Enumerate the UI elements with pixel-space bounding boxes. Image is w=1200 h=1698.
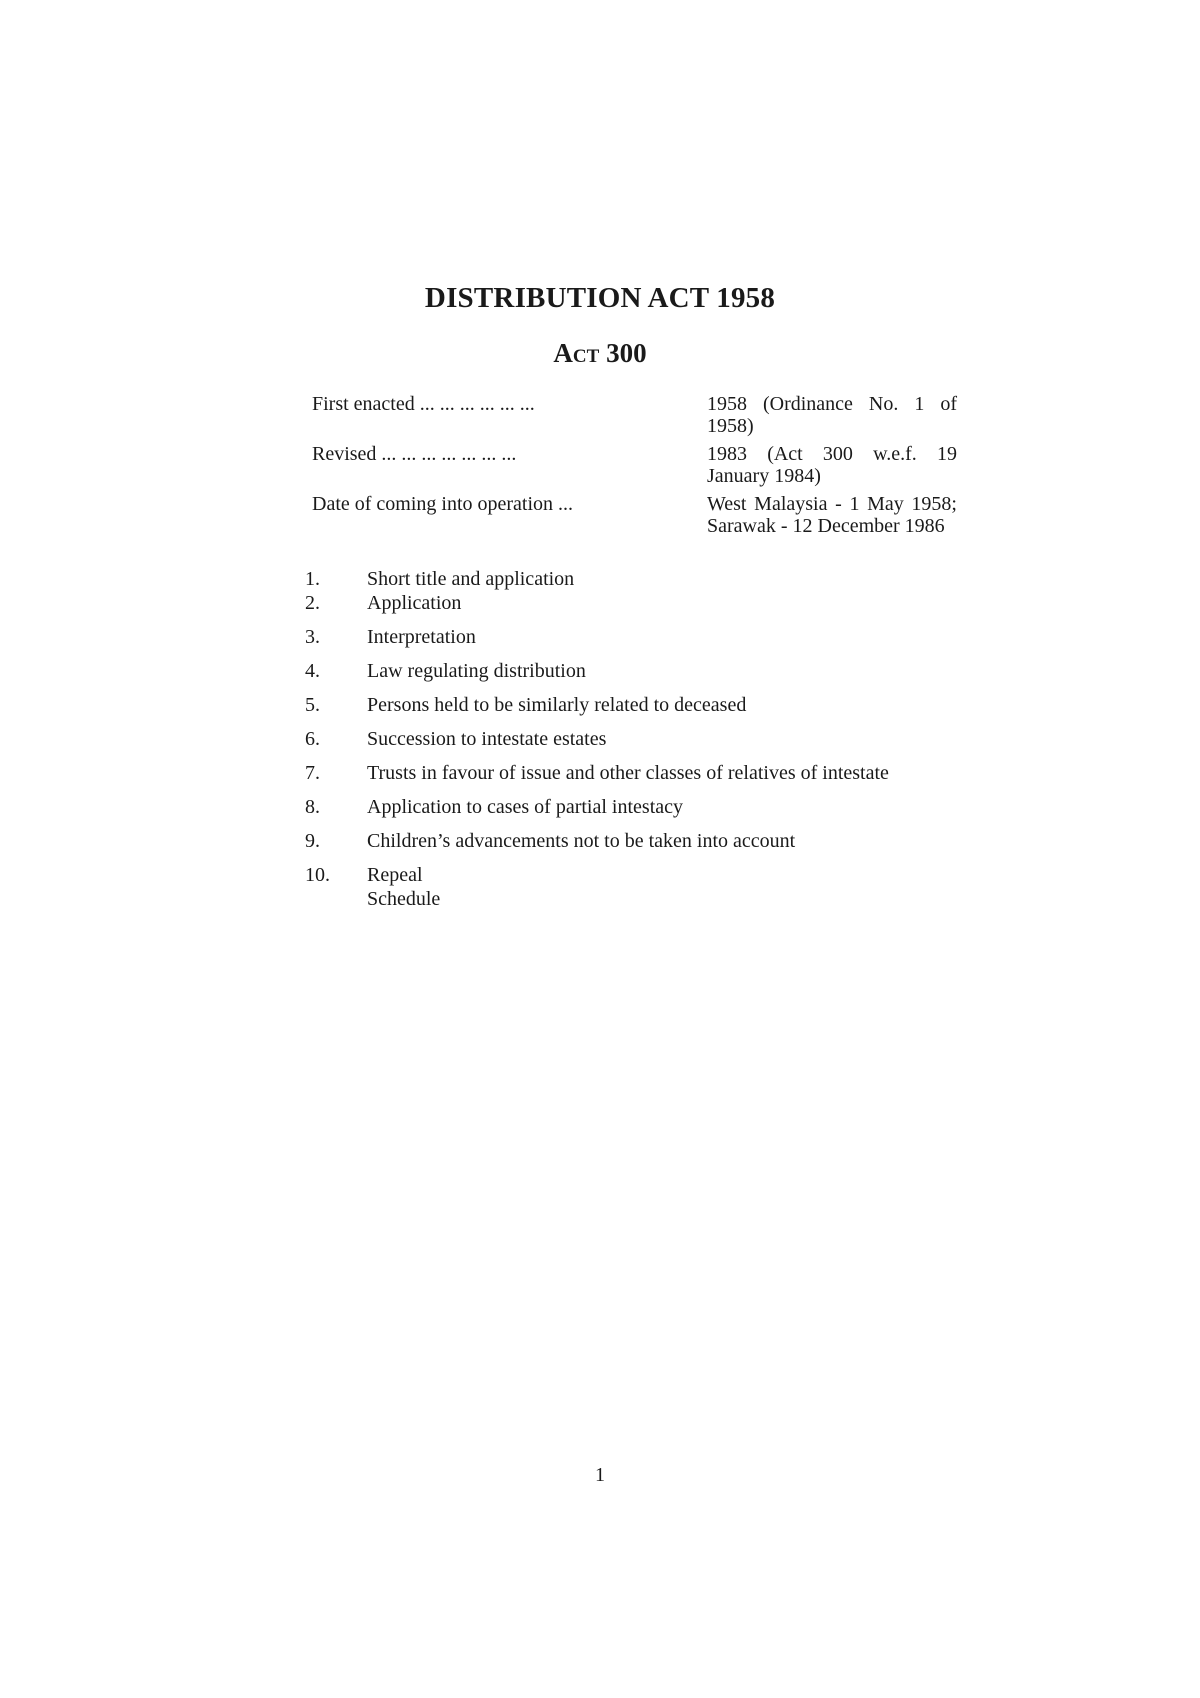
section-title: Succession to intestate estates (367, 728, 607, 750)
toc-item-6 (305, 727, 1005, 751)
detail-row-first-enacted (312, 393, 957, 437)
toc-item-7 (305, 761, 1005, 785)
section-number: 1. (305, 568, 320, 590)
detail-row-revised (312, 443, 957, 487)
section-number: 8. (305, 796, 320, 818)
toc-item-8 (305, 795, 1005, 819)
toc-item-10 (305, 863, 1005, 911)
toc-item-1 (305, 567, 1005, 591)
section-title: Children’s advancements not to be taken into account (367, 830, 796, 852)
detail-label: Date of coming into operation ... (312, 493, 574, 515)
section-title: Trusts in favour of issue and other classes of relatives of intestate (367, 762, 889, 784)
section-title: Persons held to be similarly related to deceased (367, 694, 747, 716)
section-title-group (367, 863, 1005, 911)
section-title: Law regulating distribution (367, 660, 586, 682)
toc-item-9 (305, 829, 1005, 853)
section-number: 7. (305, 762, 320, 784)
section-title: Interpretation (367, 626, 476, 648)
detail-label: First enacted ... ... ... ... ... ... (312, 393, 535, 415)
page-title: DISTRIBUTION ACT 1958 (424, 282, 776, 314)
detail-value: 1983 (Act 300 w.e.f. 19 January 1984) (707, 443, 957, 487)
table-of-contents (305, 567, 1005, 911)
toc-item-3 (305, 625, 1005, 649)
section-number: 2. (305, 592, 320, 614)
section-number: 10. (305, 864, 330, 886)
section-title: Application to cases of partial intestacy (367, 796, 684, 818)
section-number: 9. (305, 830, 320, 852)
toc-item-2 (305, 591, 1005, 615)
detail-row-coming-into-operation (312, 493, 957, 537)
section-number: 5. (305, 694, 320, 716)
section-title: Repeal (367, 864, 423, 886)
section-number: 3. (305, 626, 320, 648)
act-number: Act 300 (553, 338, 647, 368)
section-number: 4. (305, 660, 320, 682)
section-title: Application (367, 592, 462, 614)
section-number: 6. (305, 728, 320, 750)
toc-item-5 (305, 693, 1005, 717)
section-title: Short title and application (367, 568, 575, 590)
toc-item-4 (305, 659, 1005, 683)
detail-label: Revised ... ... ... ... ... ... ... (312, 443, 517, 465)
detail-value: 1958 (Ordinance No. 1 of 1958) (707, 393, 957, 437)
detail-value: West Malaysia - 1 May 1958; Sarawak - 12 December 1986 (707, 493, 957, 537)
schedule-label: Schedule (367, 888, 441, 910)
enactment-details (312, 393, 957, 543)
page-number: 1 (595, 1464, 605, 1486)
